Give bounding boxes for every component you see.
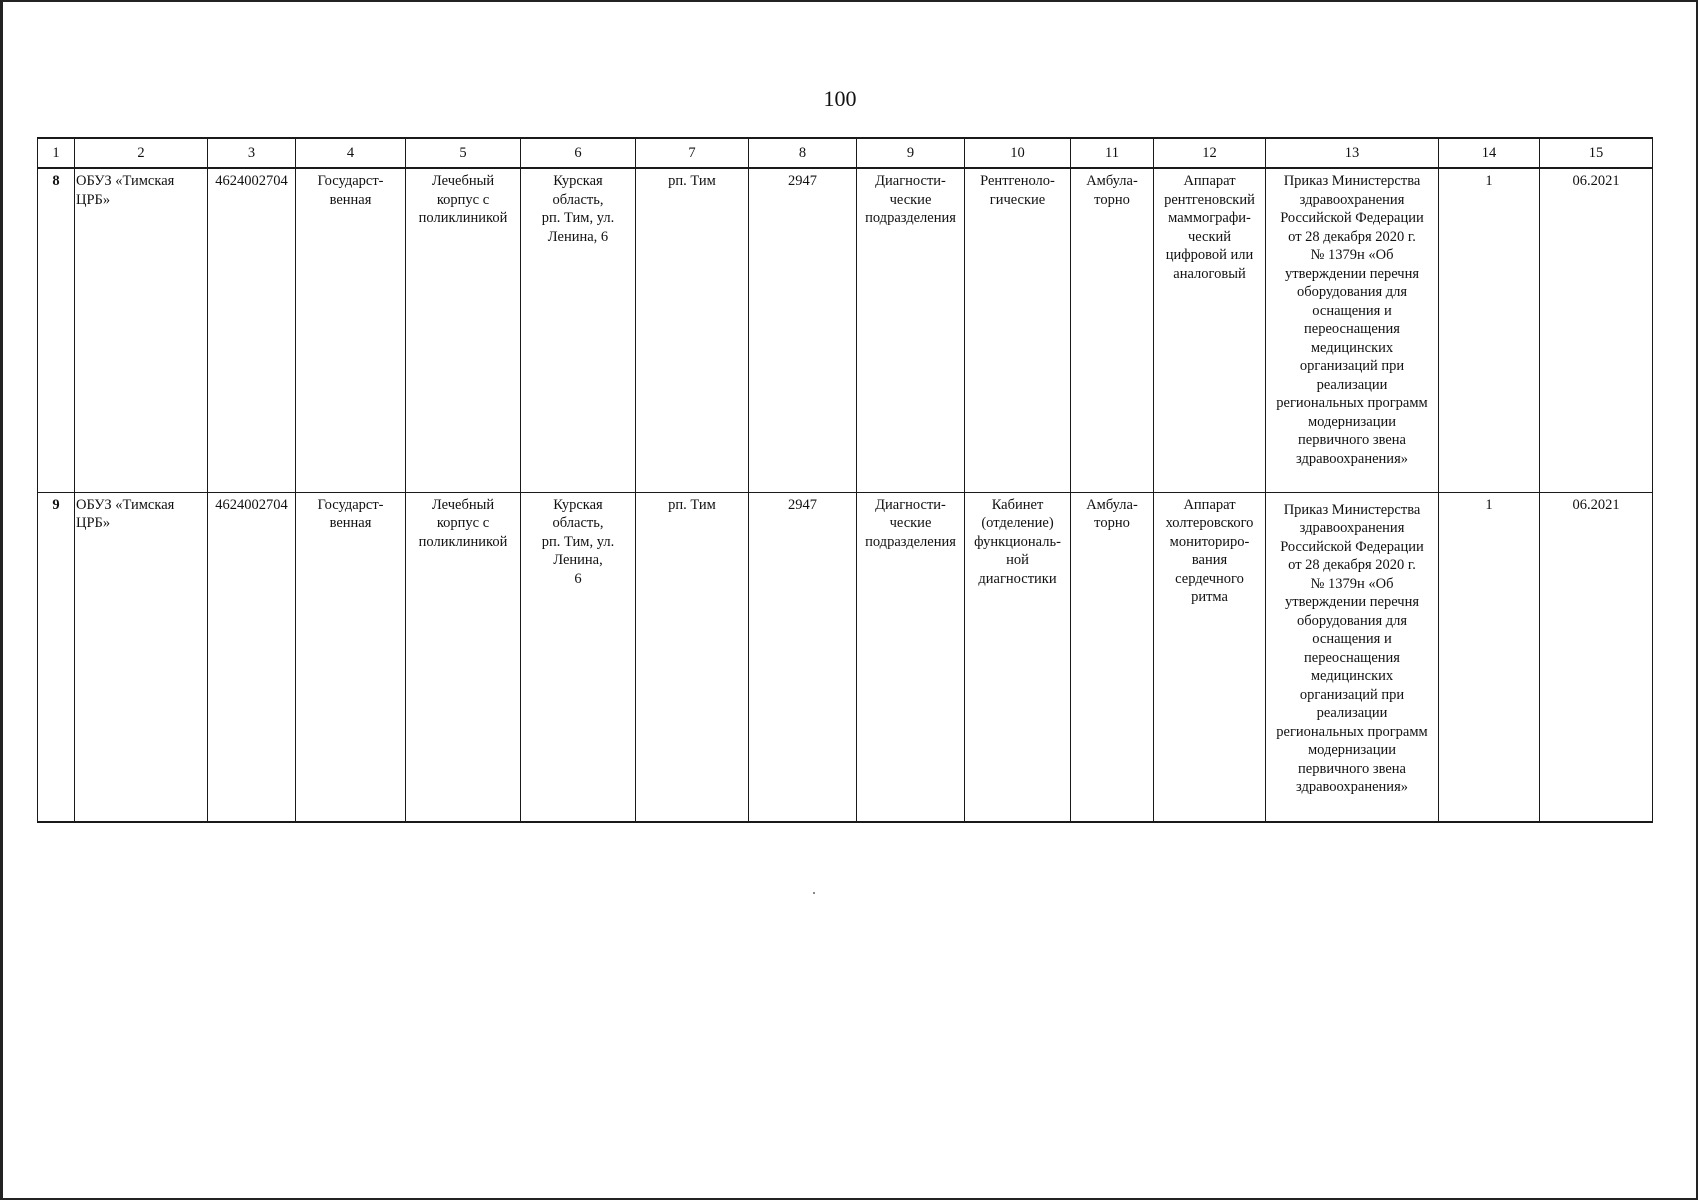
legal-basis-cell: Приказ Министерства здравоохранения Российской Федерации от 28 декабря 2020 г. № 1379н «Об утверждении перечня оборудования для оснащения и переоснащения медицинских организаций при реализации региональных программ модернизации первичного звена здравоохранения» [1266,492,1439,822]
department-cell: Кабинет (отделение) функциональ- ной диагностики [965,492,1071,822]
table-header-row [38,138,1653,168]
settlement-cell: рп. Тим [636,168,749,492]
column-header: 1 [38,138,75,168]
column-header: 7 [636,138,749,168]
department-cell: Рентгеноло- гические [965,168,1071,492]
column-header: 4 [296,138,406,168]
building-cell: Лечебный корпус с поликлиникой [406,168,521,492]
page-number: 100 [823,86,857,111]
scan-artifact [813,892,815,894]
division-cell: Диагности- ческие подразделения [857,492,965,822]
column-header: 10 [965,138,1071,168]
column-header: 14 [1439,138,1540,168]
quantity-cell: 1 [1439,168,1540,492]
care-mode-cell: Амбула- торно [1071,492,1154,822]
ownership-cell: Государст- венная [296,168,406,492]
table-row [38,168,1653,492]
column-header: 5 [406,138,521,168]
organization-cell: ОБУЗ «Тимская ЦРБ» [75,492,208,822]
column-header: 9 [857,138,965,168]
table-row [38,492,1653,822]
row-number-cell: 9 [38,492,75,822]
settlement-cell: рп. Тим [636,492,749,822]
care-mode-cell: Амбула- торно [1071,168,1154,492]
inn-cell: 4624002704 [208,492,296,822]
column-header: 8 [749,138,857,168]
inn-cell: 4624002704 [208,168,296,492]
row-number-cell: 8 [38,168,75,492]
legal-basis-cell: Приказ Министерства здравоохранения Российской Федерации от 28 декабря 2020 г. № 1379н «Об утверждении перечня оборудования для оснащения и переоснащения медицинских организаций при реализации региональных программ модернизации первичного звена здравоохранения» [1266,168,1439,492]
column-header: 2 [75,138,208,168]
column-header: 11 [1071,138,1154,168]
column-header: 15 [1540,138,1653,168]
address-cell: Курская область, рп. Тим, ул. Ленина, 6 [521,492,636,822]
ownership-cell: Государст- венная [296,492,406,822]
quantity-cell: 1 [1439,492,1540,822]
equipment-cell: Аппарат рентгеновский маммографи- ческий цифровой или аналоговый [1154,168,1266,492]
organization-cell: ОБУЗ «Тимская ЦРБ» [75,168,208,492]
data-table [37,137,1653,823]
date-cell: 06.2021 [1540,492,1653,822]
column-header: 12 [1154,138,1266,168]
column-header: 13 [1266,138,1439,168]
equipment-cell: Аппарат холтеровского мониториро- вания сердечного ритма [1154,492,1266,822]
building-cell: Лечебный корпус с поликлиникой [406,492,521,822]
population-cell: 2947 [749,168,857,492]
column-header: 6 [521,138,636,168]
population-cell: 2947 [749,492,857,822]
division-cell: Диагности- ческие подразделения [857,168,965,492]
column-header: 3 [208,138,296,168]
date-cell: 06.2021 [1540,168,1653,492]
address-cell: Курская область, рп. Тим, ул. Ленина, 6 [521,168,636,492]
